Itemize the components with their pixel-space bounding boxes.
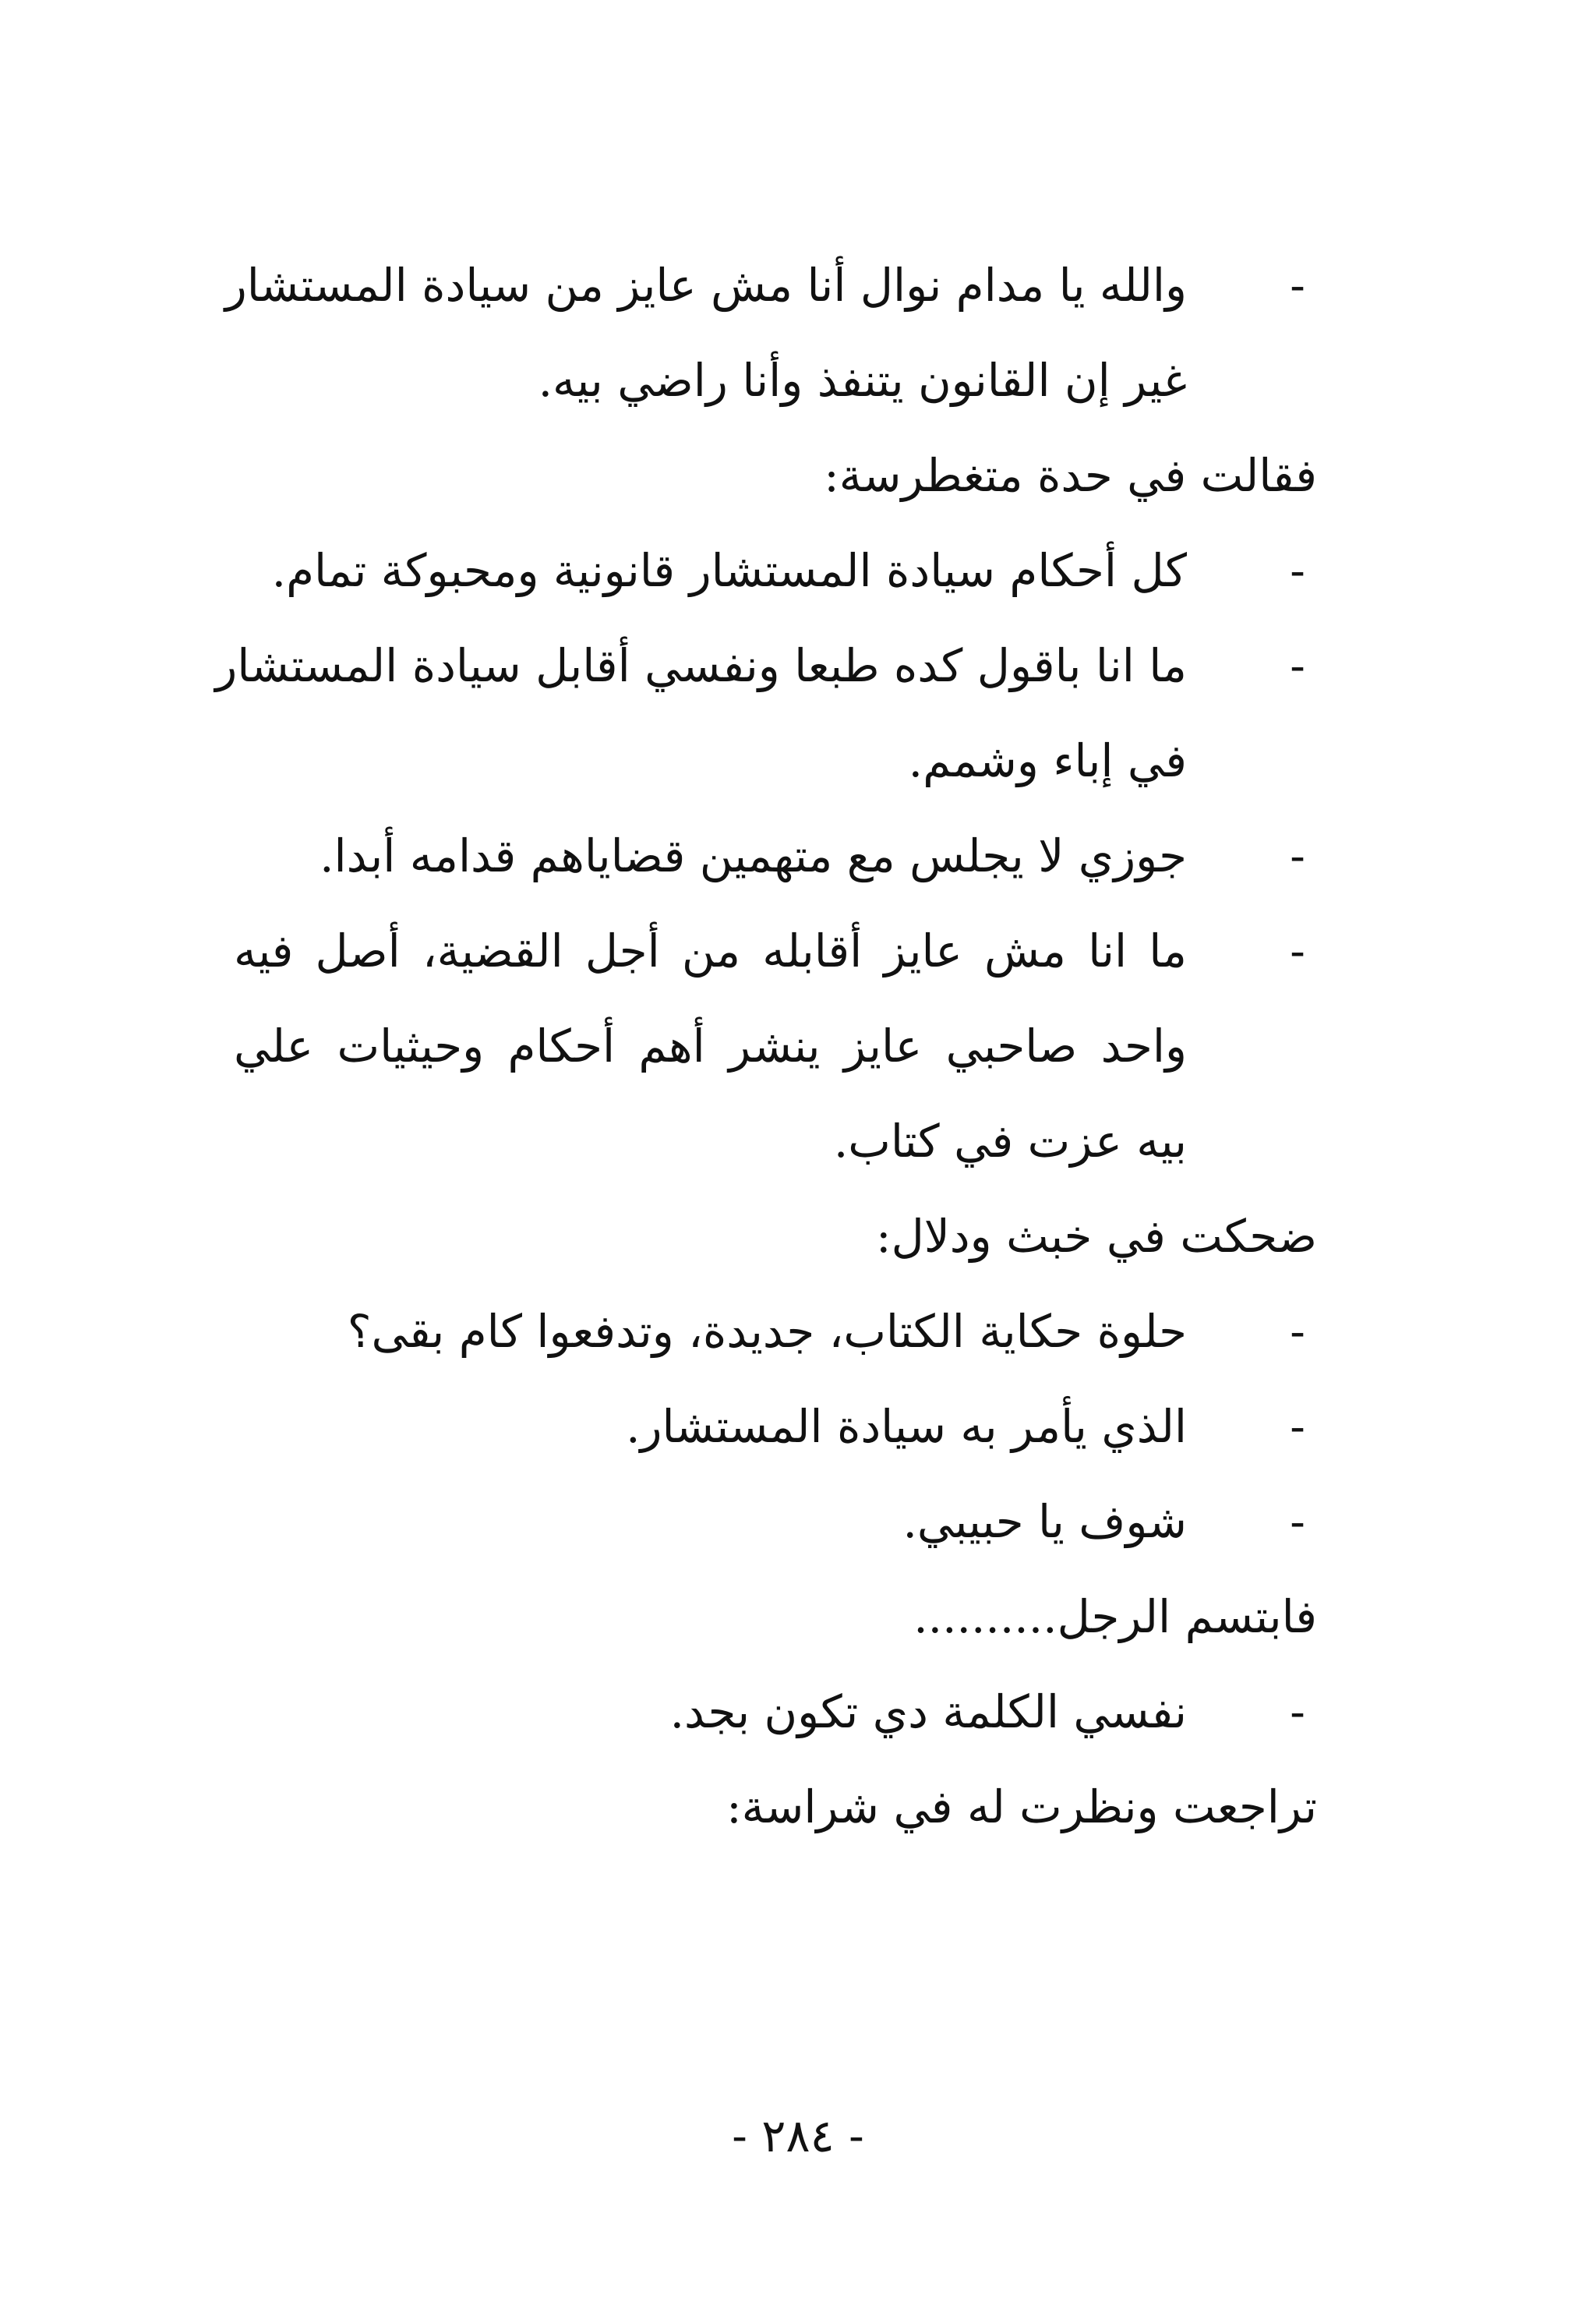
- dialogue-dash: -: [1290, 1305, 1305, 1358]
- dialogue-dash: -: [1290, 1685, 1305, 1738]
- line-text: تراجعت ونظرت له في شراسة:: [726, 1780, 1317, 1833]
- continuation-line: [234, 1094, 1317, 1189]
- dialogue-dash: -: [1290, 544, 1305, 597]
- narration-line: [234, 428, 1317, 523]
- dialogue-line: [234, 523, 1317, 618]
- narration-line: [234, 1569, 1317, 1664]
- narration-line: [234, 1759, 1317, 1854]
- line-text: نفسي الكلمة دي تكون بجد.: [669, 1685, 1187, 1738]
- dialogue-dash: -: [1290, 259, 1305, 312]
- line-text: حلوة حكاية الكتاب، جديدة، وتدفعوا كام بقى؟: [347, 1305, 1187, 1358]
- body-text: [215, 238, 1317, 1854]
- line-text: واحد صاحبي عايز ينشر أهم أحكام وحيثيات علي: [234, 1020, 1187, 1073]
- dialogue-line: [234, 808, 1317, 903]
- dialogue-dash: -: [1290, 924, 1305, 978]
- page-number: - ٢٨٤ -: [732, 2109, 864, 2162]
- dialogue-line: [234, 903, 1317, 999]
- dialogue-line: [234, 1284, 1317, 1379]
- narration-line: [234, 1189, 1317, 1284]
- dialogue-line: [224, 238, 1317, 333]
- line-text: كل أحكام سيادة المستشار قانونية ومحبوكة تمام.: [271, 544, 1187, 597]
- line-text: ما انا باقول كده طبعا ونفسي أقابل سيادة المستشار: [215, 639, 1187, 692]
- line-text: الذي يأمر به سيادة المستشار.: [626, 1400, 1187, 1453]
- dialogue-line: [234, 1664, 1317, 1759]
- dialogue-line: [215, 618, 1317, 713]
- line-text: فقالت في حدة متغطرسة:: [824, 449, 1317, 502]
- line-text: ما انا مش عايز أقابله من أجل القضية، أصل فيه: [234, 924, 1187, 978]
- dialogue-line: [234, 1474, 1317, 1569]
- line-text: شوف يا حبيبي.: [902, 1495, 1187, 1548]
- line-text: بيه عزت في كتاب.: [833, 1115, 1187, 1168]
- dialogue-dash: -: [1290, 1400, 1305, 1453]
- dialogue-line: [234, 1379, 1317, 1474]
- dialogue-dash: -: [1290, 639, 1305, 692]
- line-text: فابتسم الرجل..........: [913, 1590, 1317, 1643]
- dialogue-dash: -: [1290, 829, 1305, 882]
- continuation-line: [234, 333, 1317, 428]
- line-text: جوزي لا يجلس مع متهمين قضاياهم قدامه أبدا.: [320, 829, 1187, 882]
- line-text: ضحكت في خبث ودلال:: [876, 1210, 1317, 1263]
- continuation-line: [234, 713, 1317, 808]
- dialogue-dash: -: [1290, 1495, 1305, 1548]
- line-text: غير إن القانون يتنفذ وأنا راضي بيه.: [538, 354, 1187, 407]
- line-text: في إباء وشمم.: [908, 734, 1187, 787]
- continuation-line: [234, 999, 1317, 1094]
- line-text: والله يا مدام نوال أنا مش عايز من سيادة المستشار: [224, 259, 1187, 312]
